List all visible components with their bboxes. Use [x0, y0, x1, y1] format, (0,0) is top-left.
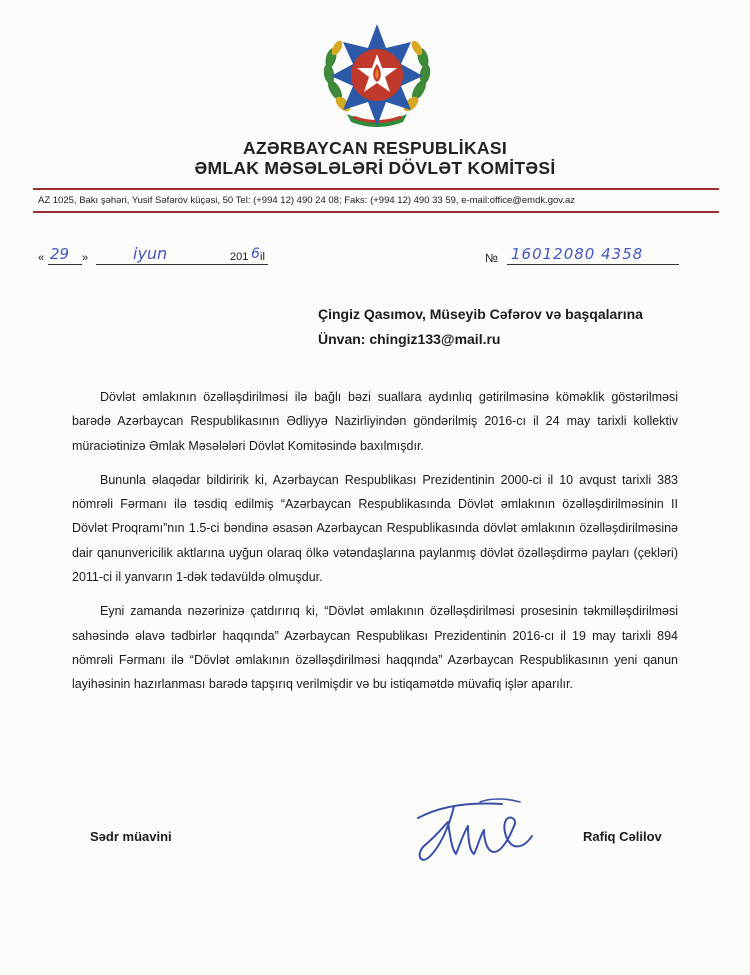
signatory-name: Rafiq Cəlilov: [583, 829, 662, 844]
organization-address: AZ 1025, Bakı şəhəri, Yusif Səfərov küçəsi, 50 Tel: (+994 12) 490 24 08; Faks: (+994 12) 490 33 59, e-mail:office@emdk.gov.az: [38, 195, 576, 206]
body-paragraph-3: Eyni zamanda nəzərinizə çatdırırıq ki, “Dövlət əmlakının özəlləşdirilməsi prosesinin təkmilləşdirilməsi sahəsində əlavə tədbirlər haqqında” Azərbaycan Respublikası Prezidentinin 2016-cı il 19 may tarixli 894 nömrəli Fərmanı ilə “Dövlət əmlakının özəlləşdirilməsi haqqında” Azərbaycan Respublikasının yeni qanun layihəsinin hazırlanması barədə tapşırıq verilmişdir və bu istiqamətdə müvafiq işlər aparılır.: [72, 604, 678, 692]
body-paragraph-1: Dövlət əmlakının özəlləşdirilməsi ilə bağlı bəzi suallara aydınlıq gətirilməsinə köməklik göstərilməsi barədə Azərbaycan Respublikasının Ədliyyə Nazirliyindən göndərilmiş 2016-cı il 24 may tarixli kollektiv müraciətinizə Əmlak Məsələləri Dövlət Komitəsində baxılmışdır.: [72, 390, 678, 453]
date-close-quote: »: [82, 252, 89, 264]
number-value: 16012080 4358: [511, 245, 644, 263]
header-divider-top: [33, 188, 719, 190]
state-emblem-logo: [313, 18, 441, 130]
handwritten-signature: [410, 796, 540, 868]
letter-date: [38, 245, 298, 269]
number-underline: [507, 264, 679, 265]
organization-name-line2: ƏMLAK MƏSƏLƏLƏRİ DÖVLƏT KOMİTƏSİ: [194, 158, 556, 178]
date-month: iyun: [133, 244, 168, 263]
organization-name-line1: AZƏRBAYCAN RESPUBLİKASI: [243, 138, 507, 158]
number-label: №: [485, 251, 498, 265]
letter-body: [72, 385, 678, 707]
header-divider-bottom: [33, 211, 719, 213]
date-month-underline: [96, 264, 268, 265]
recipient-names: Çingiz Qasımov, Müseyib Cəfərov və başqalarına: [318, 306, 643, 322]
date-day-underline: [48, 264, 82, 265]
date-year-digit: 6: [251, 246, 260, 262]
date-open-quote: «: [38, 252, 45, 264]
body-paragraph-2: Bununla əlaqədar bildiririk ki, Azərbaycan Respublikası Prezidentinin 2000-ci il 10 avqust tarixli 383 nömrəli Fərmanı ilə təsdiq edilmiş “Azərbaycan Respublikasında Dövlət əmlakının özəlləşdirilməsinin II Dövlət Proqramı”nın 1.5-ci bəndinə əsasən Azərbaycan Respublikasında dövlət əmlakının özəlləşdirilməsinə dair qanunvericilik aktlarına uyğun olaraq ölkə vətəndaşlarına paylanmış dövlət özəlləşdirmə payları (çekləri) 2011-ci il yanvarın 1-dək tədavüldə olmuşdur.: [72, 472, 678, 585]
letter-number: [485, 245, 685, 269]
recipient-address: Ünvan: chingiz133@mail.ru: [318, 331, 501, 347]
date-suffix: il: [260, 251, 265, 263]
date-year-prefix: 201: [230, 251, 249, 263]
date-day: 29: [50, 245, 70, 263]
signatory-title: Sədr müavini: [90, 829, 172, 844]
